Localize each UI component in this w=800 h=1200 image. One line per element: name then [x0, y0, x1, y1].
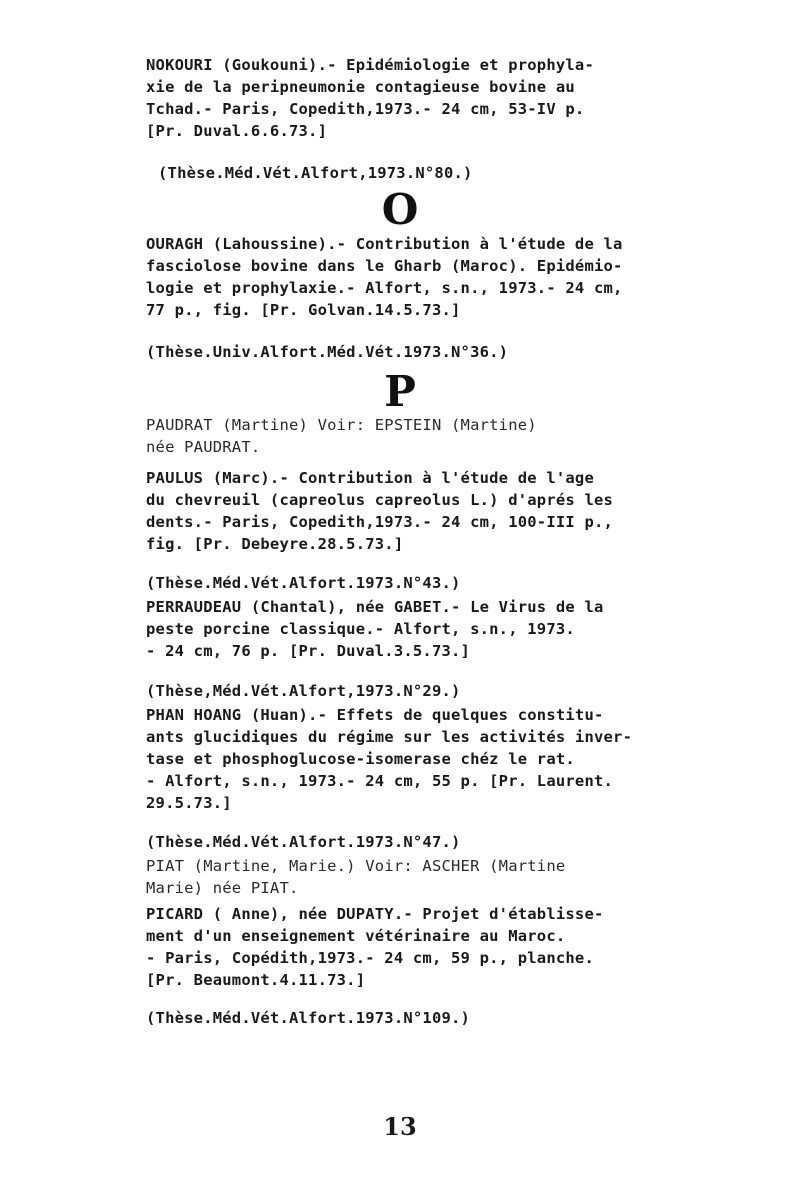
section-letter-p: P	[384, 367, 416, 416]
entry-line: PIAT (Martine, Marie.) Voir: ASCHER (Martine	[146, 857, 566, 875]
entry-line: PHAN HOANG (Huan).- Effets de quelques constitu-	[146, 706, 604, 724]
entry-line: xie de la peripneumonie contagieuse bovine au	[146, 78, 575, 96]
entry-line: OURAGH (Lahoussine).- Contribution à l'étude de la	[146, 235, 623, 253]
entry-line: [Pr. Duval.6.6.73.]	[146, 122, 328, 140]
entry-line: PAUDRAT (Martine) Voir: EPSTEIN (Martine)	[146, 416, 537, 434]
thesis-note-picard: (Thèse.Méd.Vét.Alfort.1973.N°109.)	[146, 1009, 471, 1027]
entry-line: - Alfort, s.n., 1973.- 24 cm, 55 p. [Pr. Laurent.	[146, 772, 614, 790]
entry-line: - 24 cm, 76 p. [Pr. Duval.3.5.73.]	[146, 642, 471, 660]
entry-line: tase et phosphoglucose-isomerase chéz le rat.	[146, 750, 575, 768]
cross-reference-paudrat	[146, 414, 686, 458]
entry-line: fasciolose bovine dans le Gharb (Maroc). Epidémio-	[146, 257, 623, 275]
thesis-note-phan-hoang: (Thèse.Méd.Vét.Alfort.1973.N°47.)	[146, 833, 461, 851]
bibliography-entry-picard	[146, 903, 686, 991]
bibliography-entry-nokouri	[146, 54, 686, 142]
entry-line: du chevreuil (capreolus capreolus L.) d'aprés les	[146, 491, 614, 509]
thesis-note-nokouri: (Thèse.Méd.Vét.Alfort,1973.N°80.)	[158, 164, 473, 182]
bibliography-entry-phan-hoang	[146, 704, 686, 814]
entry-line: Tchad.- Paris, Copedith,1973.- 24 cm, 53-IV p.	[146, 100, 585, 118]
entry-line: [Pr. Beaumont.4.11.73.]	[146, 971, 366, 989]
entry-line: dents.- Paris, Copedith,1973.- 24 cm, 100-III p.,	[146, 513, 614, 531]
page-number: 13	[383, 1112, 417, 1141]
entry-line: 77 p., fig. [Pr. Golvan.14.5.73.]	[146, 301, 461, 319]
entry-line: - Paris, Copédith,1973.- 24 cm, 59 p., planche.	[146, 949, 594, 967]
entry-line: peste porcine classique.- Alfort, s.n., 1973.	[146, 620, 575, 638]
entry-line: PAULUS (Marc).- Contribution à l'étude de l'age	[146, 469, 594, 487]
entry-line: ment d'un enseignement vétérinaire au Maroc.	[146, 927, 566, 945]
section-letter-o: O	[381, 185, 419, 234]
entry-line: PICARD ( Anne), née DUPATY.- Projet d'établisse-	[146, 905, 604, 923]
entry-line: née PAUDRAT.	[146, 438, 261, 456]
entry-line: 29.5.73.]	[146, 794, 232, 812]
entry-line: ants glucidiques du régime sur les activités inver-	[146, 728, 633, 746]
bibliography-entry-ouragh	[146, 233, 686, 321]
entry-line: Marie) née PIAT.	[146, 879, 299, 897]
cross-reference-piat	[146, 855, 686, 899]
bibliography-entry-paulus	[146, 467, 686, 555]
entry-line: fig. [Pr. Debeyre.28.5.73.]	[146, 535, 404, 553]
entry-line: PERRAUDEAU (Chantal), née GABET.- Le Virus de la	[146, 598, 604, 616]
thesis-note-perraudeau: (Thèse,Méd.Vét.Alfort,1973.N°29.)	[146, 682, 461, 700]
entry-line: NOKOURI (Goukouni).- Epidémiologie et prophyla-	[146, 56, 594, 74]
thesis-note-paulus: (Thèse.Méd.Vét.Alfort.1973.N°43.)	[146, 574, 461, 592]
thesis-note-ouragh: (Thèse.Univ.Alfort.Méd.Vét.1973.N°36.)	[146, 343, 509, 361]
bibliography-entry-perraudeau	[146, 596, 686, 662]
entry-line: logie et prophylaxie.- Alfort, s.n., 1973.- 24 cm,	[146, 279, 623, 297]
